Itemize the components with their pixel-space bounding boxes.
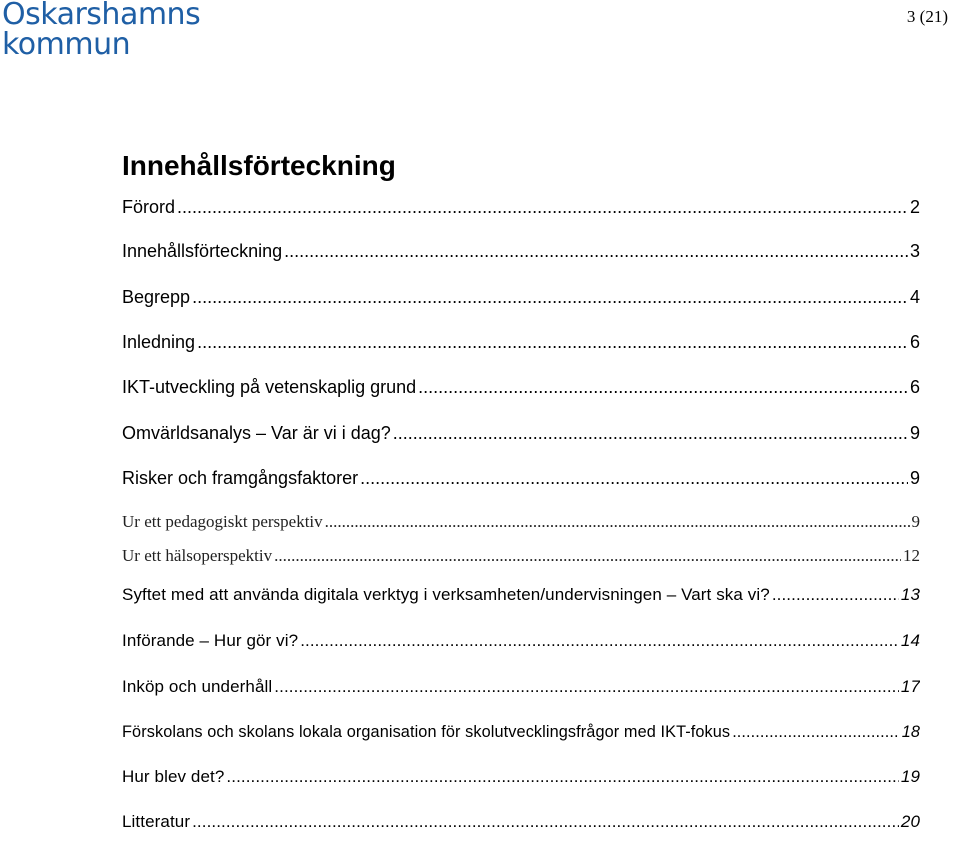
- toc-entry-label: Litteratur: [122, 812, 191, 831]
- toc-leader-dots: [360, 459, 908, 497]
- toc-entry-page: 9: [911, 512, 920, 531]
- toc-leader-dots: [418, 368, 908, 406]
- toc-entry-label: Inköp och underhåll: [122, 677, 273, 696]
- toc-entry-label: Syftet med att använda digitala verktyg i verksamheten/undervisningen – Vart ska vi?: [122, 585, 770, 604]
- toc-entry[interactable]: [122, 278, 920, 323]
- toc-leader-dots: [274, 668, 899, 706]
- toc-title: Innehållsförteckning: [122, 150, 396, 181]
- toc-entry-page: 12: [903, 546, 920, 565]
- toc-leader-dots: [192, 803, 899, 841]
- toc-entry-page: 6: [909, 332, 920, 352]
- toc-leader-dots: [177, 188, 908, 226]
- toc-leader-dots: [284, 232, 908, 270]
- toc-leader-dots: [192, 278, 908, 316]
- toc-entry[interactable]: [122, 622, 920, 668]
- toc-entry[interactable]: [122, 668, 920, 713]
- toc-entry-page: 6: [909, 377, 920, 397]
- toc-entry-label: Innehållsförteckning: [122, 241, 283, 261]
- toc-leader-dots: [393, 414, 908, 452]
- toc-entry[interactable]: [122, 459, 920, 503]
- toc-entry-page: 20: [900, 812, 920, 831]
- toc-leader-dots: [772, 576, 899, 614]
- logo-line-2: kommun: [2, 27, 131, 62]
- toc-leader-dots: [325, 503, 910, 537]
- toc-entry-label: Hur blev det?: [122, 767, 225, 786]
- toc-entry-label: Ur ett hälsoperspektiv: [122, 546, 273, 565]
- toc-entry-label: Inledning: [122, 332, 196, 352]
- toc-entry[interactable]: [122, 368, 920, 414]
- toc-entry-page: 3: [909, 241, 920, 261]
- toc-entry-label: IKT-utveckling på vetenskaplig grund: [122, 377, 417, 397]
- toc-entry[interactable]: [122, 188, 920, 232]
- toc-list: [122, 188, 920, 841]
- toc-entry-label: Begrepp: [122, 287, 191, 307]
- toc-entry[interactable]: [122, 232, 920, 278]
- toc-leader-dots: [197, 323, 908, 361]
- toc-leader-dots: [226, 758, 898, 796]
- toc-entry[interactable]: [122, 803, 920, 841]
- toc-entry-page: 9: [909, 423, 920, 443]
- page-number: 3 (21): [906, 7, 948, 26]
- toc-entry[interactable]: [122, 576, 920, 622]
- toc-entry-label: Risker och framgångsfaktorer: [122, 468, 359, 488]
- toc-entry-page: 9: [909, 468, 920, 488]
- toc-leader-dots: [274, 537, 901, 575]
- toc-entry-label: Införande – Hur gör vi?: [122, 631, 299, 650]
- toc-entry-page: 4: [909, 287, 920, 307]
- toc-entry-page: 19: [900, 767, 920, 786]
- toc-entry-label: Förskolans och skolans lokala organisation för skolutvecklingsfrågor med IKT-fokus: [122, 723, 731, 741]
- toc-leader-dots: [300, 622, 899, 660]
- toc-entry[interactable]: [122, 323, 920, 368]
- toc-entry[interactable]: [122, 503, 920, 537]
- toc-entry-page: 18: [901, 723, 920, 741]
- toc-entry-label: Ur ett pedagogiskt perspektiv: [122, 512, 323, 531]
- toc-leader-dots: [732, 713, 900, 751]
- toc-entry[interactable]: [122, 414, 920, 459]
- toc-entry[interactable]: [122, 758, 920, 803]
- toc-entry-page: 13: [900, 585, 920, 604]
- logo-line-1: Oskarshamns: [2, 0, 201, 32]
- toc-entry-page: 14: [900, 631, 920, 650]
- toc-entry[interactable]: [122, 713, 920, 758]
- toc-entry-label: Förord: [122, 197, 176, 217]
- toc-entry-page: 17: [900, 677, 920, 696]
- toc-entry[interactable]: [122, 537, 920, 576]
- toc-entry-page: 2: [909, 197, 920, 217]
- toc-entry-label: Omvärldsanalys – Var är vi i dag?: [122, 423, 391, 443]
- logo: [2, 0, 200, 60]
